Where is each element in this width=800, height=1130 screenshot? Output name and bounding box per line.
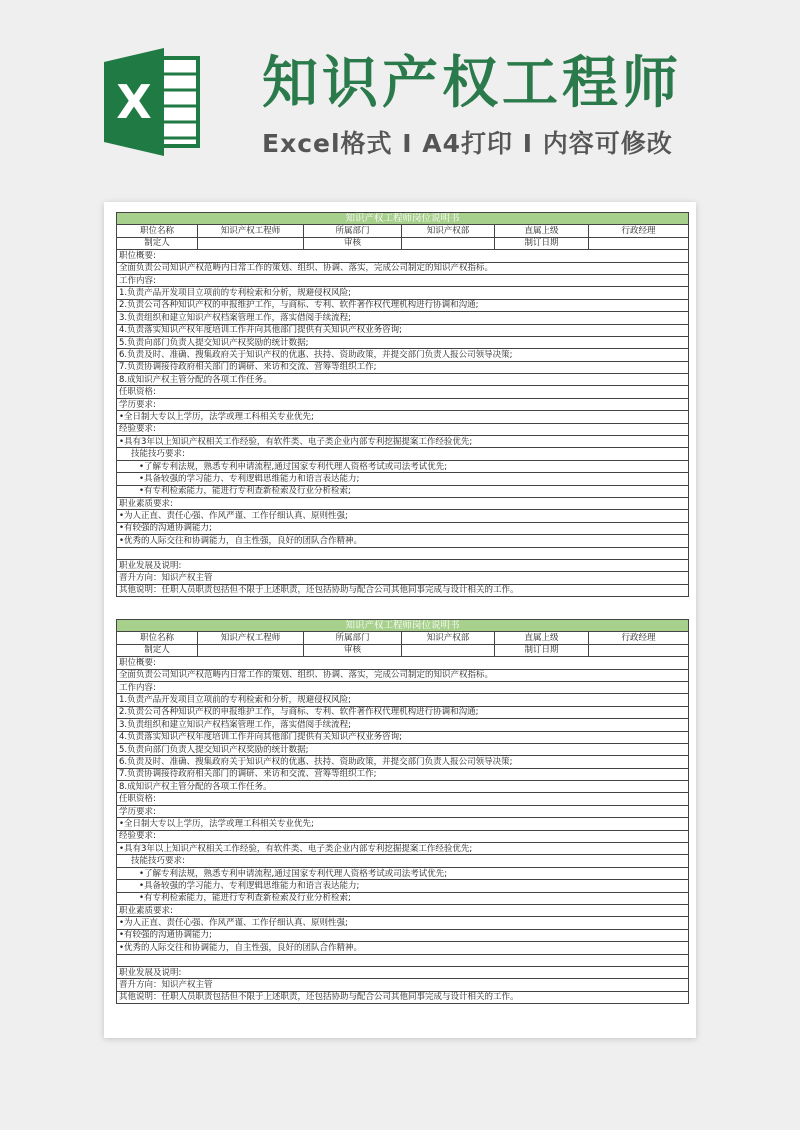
table-row bbox=[117, 473, 689, 485]
table-row bbox=[117, 485, 689, 497]
content-line: •具备较强的学习能力、专利逻辑思维能力和语言表达能力; bbox=[117, 473, 689, 485]
content-line: 工作内容: bbox=[117, 274, 689, 286]
table-title-row bbox=[117, 213, 689, 225]
table-row bbox=[117, 510, 689, 522]
table-row bbox=[117, 818, 689, 830]
table-row bbox=[117, 880, 689, 892]
content-line: 工作内容: bbox=[117, 681, 689, 693]
job-description-sheet-2 bbox=[116, 619, 688, 1004]
content-line: •具备较强的学习能力、专利逻辑思维能力和语言表达能力; bbox=[117, 880, 689, 892]
table-row bbox=[117, 706, 689, 718]
table-row bbox=[117, 942, 689, 954]
table-cell bbox=[402, 644, 495, 656]
table-row bbox=[117, 954, 689, 966]
content-line: 职位概要: bbox=[117, 657, 689, 669]
table-row bbox=[117, 497, 689, 509]
content-line: 4.负责落实知识产权年度培训工作并向其他部门提供有关知识产权业务咨询; bbox=[117, 324, 689, 336]
table-row bbox=[117, 843, 689, 855]
table-cell: 知识产权工程师 bbox=[198, 225, 304, 237]
content-line: •为人正直、责任心强、作风严谨、工作仔细认真、原则性强; bbox=[117, 917, 689, 929]
content-line bbox=[117, 954, 689, 966]
job-description-sheet-1 bbox=[116, 212, 688, 597]
table-row bbox=[117, 904, 689, 916]
table-row bbox=[117, 559, 689, 571]
table-row bbox=[117, 644, 689, 656]
table-row bbox=[117, 324, 689, 336]
table-row bbox=[117, 669, 689, 681]
table-row bbox=[117, 768, 689, 780]
table-cell: 制订日期 bbox=[495, 237, 589, 249]
table-cell: 所属部门 bbox=[304, 225, 402, 237]
table-row bbox=[117, 756, 689, 768]
content-line: 1.负责产品开发项目立项前的专利检索和分析，规避侵权风险; bbox=[117, 287, 689, 299]
excel-logo-icon bbox=[104, 48, 202, 156]
table-row bbox=[117, 312, 689, 324]
table-row bbox=[117, 250, 689, 262]
table-cell bbox=[198, 237, 304, 249]
table-cell: 审核 bbox=[304, 237, 402, 249]
table-cell: 制定人 bbox=[117, 237, 198, 249]
content-line: •全日制大专以上学历，法学或理工科相关专业优先; bbox=[117, 411, 689, 423]
table-cell: 审核 bbox=[304, 644, 402, 656]
content-line: 4.负责落实知识产权年度培训工作并向其他部门提供有关知识产权业务咨询; bbox=[117, 731, 689, 743]
content-line: 职业素质要求: bbox=[117, 497, 689, 509]
page-title: 知识产权工程师 bbox=[262, 51, 682, 116]
content-line: •有专利检索能力，能进行专利查新检索及行业分析检索; bbox=[117, 485, 689, 497]
table-cell: 制定人 bbox=[117, 644, 198, 656]
table-row bbox=[117, 855, 689, 867]
table-row bbox=[117, 262, 689, 274]
table-row bbox=[117, 966, 689, 978]
table-cell: 制订日期 bbox=[495, 644, 589, 656]
content-line: •具有3年以上知识产权相关工作经验，有软件类、电子类企业内部专利挖掘提案工作经验优先; bbox=[117, 843, 689, 855]
table-row bbox=[117, 287, 689, 299]
table-row bbox=[117, 386, 689, 398]
table-row bbox=[117, 743, 689, 755]
content-line: 6.负责及时、准确、搜集政府关于知识产权的优惠、扶持、资助政策，并提交部门负责人报公司领导决策; bbox=[117, 349, 689, 361]
table-row bbox=[117, 830, 689, 842]
table-cell bbox=[402, 237, 495, 249]
table-row bbox=[117, 547, 689, 559]
content-line: 经验要求: bbox=[117, 423, 689, 435]
table-row bbox=[117, 681, 689, 693]
content-line: 全面负责公司知识产权范畴内日常工作的策划、组织、协调、落实，完成公司制定的知识产权指标。 bbox=[117, 262, 689, 274]
table-row bbox=[117, 374, 689, 386]
table-cell bbox=[589, 644, 689, 656]
table-cell: 知识产权工程师 bbox=[198, 632, 304, 644]
content-line: •了解专利法规，熟悉专利申请流程,通过国家专利代理人资格考试或司法考试优先; bbox=[117, 867, 689, 879]
sheet-title: 知识产权工程师岗位说明书 bbox=[117, 213, 689, 225]
content-line: •了解专利法规，熟悉专利申请流程,通过国家专利代理人资格考试或司法考试优先; bbox=[117, 460, 689, 472]
table-cell: 知识产权部 bbox=[402, 632, 495, 644]
content-line: 职业发展及说明: bbox=[117, 966, 689, 978]
content-line: •具有3年以上知识产权相关工作经验，有软件类、电子类企业内部专利挖掘提案工作经验优先; bbox=[117, 436, 689, 448]
content-line: 学历要求: bbox=[117, 398, 689, 410]
content-line: 8.成知识产权主管分配的各项工作任务。 bbox=[117, 374, 689, 386]
content-line: 8.成知识产权主管分配的各项工作任务。 bbox=[117, 781, 689, 793]
table-row bbox=[117, 299, 689, 311]
job-table bbox=[116, 212, 689, 597]
content-line bbox=[117, 547, 689, 559]
table-row bbox=[117, 632, 689, 644]
table-row bbox=[117, 917, 689, 929]
table-row bbox=[117, 361, 689, 373]
table-row bbox=[117, 867, 689, 879]
content-line: 职位概要: bbox=[117, 250, 689, 262]
table-cell: 职位名称 bbox=[117, 632, 198, 644]
table-row bbox=[117, 336, 689, 348]
content-line: •为人正直、责任心强、作风严谨、工作仔细认真、原则性强; bbox=[117, 510, 689, 522]
content-line: •有较强的沟通协调能力; bbox=[117, 929, 689, 941]
table-row bbox=[117, 398, 689, 410]
table-row bbox=[117, 657, 689, 669]
content-line: •全日制大专以上学历，法学或理工科相关专业优先; bbox=[117, 818, 689, 830]
content-line: 晋升方向：知识产权主管 bbox=[117, 979, 689, 991]
table-cell bbox=[589, 237, 689, 249]
content-line: 晋升方向：知识产权主管 bbox=[117, 572, 689, 584]
table-row bbox=[117, 448, 689, 460]
content-line: 其他说明：任职人员职责包括但不限于上述职责，还包括协助与配合公司其他同事完成与设计相关的工作。 bbox=[117, 584, 689, 596]
sheet-title: 知识产权工程师岗位说明书 bbox=[117, 620, 689, 632]
table-cell: 直属上级 bbox=[495, 225, 589, 237]
content-line: 3.负责组织和建立知识产权档案管理工作，落实借阅手续流程; bbox=[117, 719, 689, 731]
content-line: 技能技巧要求: bbox=[117, 448, 689, 460]
table-cell: 职位名称 bbox=[117, 225, 198, 237]
content-line: 学历要求: bbox=[117, 805, 689, 817]
content-line: •优秀的人际交往和协调能力，自主性强，良好的团队合作精神。 bbox=[117, 535, 689, 547]
table-row bbox=[117, 584, 689, 596]
content-line: 职业素质要求: bbox=[117, 904, 689, 916]
table-row bbox=[117, 892, 689, 904]
content-line: 7.负责协调接待政府相关部门的调研、来访和交流、营筹等组织工作; bbox=[117, 768, 689, 780]
table-row bbox=[117, 274, 689, 286]
table-cell: 直属上级 bbox=[495, 632, 589, 644]
content-line: 其他说明：任职人员职责包括但不限于上述职责，还包括协助与配合公司其他同事完成与设计相关的工作。 bbox=[117, 991, 689, 1003]
content-line: •优秀的人际交往和协调能力，自主性强，良好的团队合作精神。 bbox=[117, 942, 689, 954]
table-row bbox=[117, 423, 689, 435]
table-row bbox=[117, 731, 689, 743]
table-row bbox=[117, 535, 689, 547]
content-line: •有较强的沟通协调能力; bbox=[117, 522, 689, 534]
table-row bbox=[117, 979, 689, 991]
table-row bbox=[117, 929, 689, 941]
content-line: 6.负责及时、准确、搜集政府关于知识产权的优惠、扶持、资助政策，并提交部门负责人报公司领导决策; bbox=[117, 756, 689, 768]
content-line: 全面负责公司知识产权范畴内日常工作的策划、组织、协调、落实，完成公司制定的知识产权指标。 bbox=[117, 669, 689, 681]
content-line: 2.负责公司各种知识产权的申报维护工作，与商标、专利、软件著作权代理机构进行协调和沟通; bbox=[117, 706, 689, 718]
table-title-row bbox=[117, 620, 689, 632]
table-row bbox=[117, 460, 689, 472]
content-line: 5.负责向部门负责人提交知识产权奖励的统计数据; bbox=[117, 336, 689, 348]
content-line: 经验要求: bbox=[117, 830, 689, 842]
table-row bbox=[117, 349, 689, 361]
table-cell bbox=[198, 644, 304, 656]
table-cell: 知识产权部 bbox=[402, 225, 495, 237]
document-paper bbox=[104, 202, 696, 1038]
table-cell: 行政经理 bbox=[589, 225, 689, 237]
table-row bbox=[117, 436, 689, 448]
content-line: 技能技巧要求: bbox=[117, 855, 689, 867]
content-line: 5.负责向部门负责人提交知识产权奖励的统计数据; bbox=[117, 743, 689, 755]
table-row bbox=[117, 522, 689, 534]
content-line: 职业发展及说明: bbox=[117, 559, 689, 571]
page-subtitle: Excel格式 I A4打印 I 内容可修改 bbox=[262, 129, 673, 158]
content-line: •有专利检索能力，能进行专利查新检索及行业分析检索; bbox=[117, 892, 689, 904]
table-row bbox=[117, 411, 689, 423]
header bbox=[0, 0, 800, 185]
content-line: 1.负责产品开发项目立项前的专利检索和分析，规避侵权风险; bbox=[117, 694, 689, 706]
content-line: 7.负责协调接待政府相关部门的调研、来访和交流、营筹等组织工作; bbox=[117, 361, 689, 373]
table-row bbox=[117, 694, 689, 706]
table-row bbox=[117, 225, 689, 237]
job-table bbox=[116, 619, 689, 1004]
table-row bbox=[117, 719, 689, 731]
table-row bbox=[117, 793, 689, 805]
content-line: 任职资格: bbox=[117, 793, 689, 805]
table-cell: 所属部门 bbox=[304, 632, 402, 644]
table-cell: 行政经理 bbox=[589, 632, 689, 644]
table-row bbox=[117, 237, 689, 249]
content-line: 任职资格: bbox=[117, 386, 689, 398]
table-row bbox=[117, 781, 689, 793]
table-row bbox=[117, 805, 689, 817]
logo-letter: X bbox=[116, 75, 152, 129]
table-row bbox=[117, 991, 689, 1003]
table-row bbox=[117, 572, 689, 584]
content-line: 2.负责公司各种知识产权的申报维护工作，与商标、专利、软件著作权代理机构进行协调和沟通; bbox=[117, 299, 689, 311]
content-line: 3.负责组织和建立知识产权档案管理工作，落实借阅手续流程; bbox=[117, 312, 689, 324]
